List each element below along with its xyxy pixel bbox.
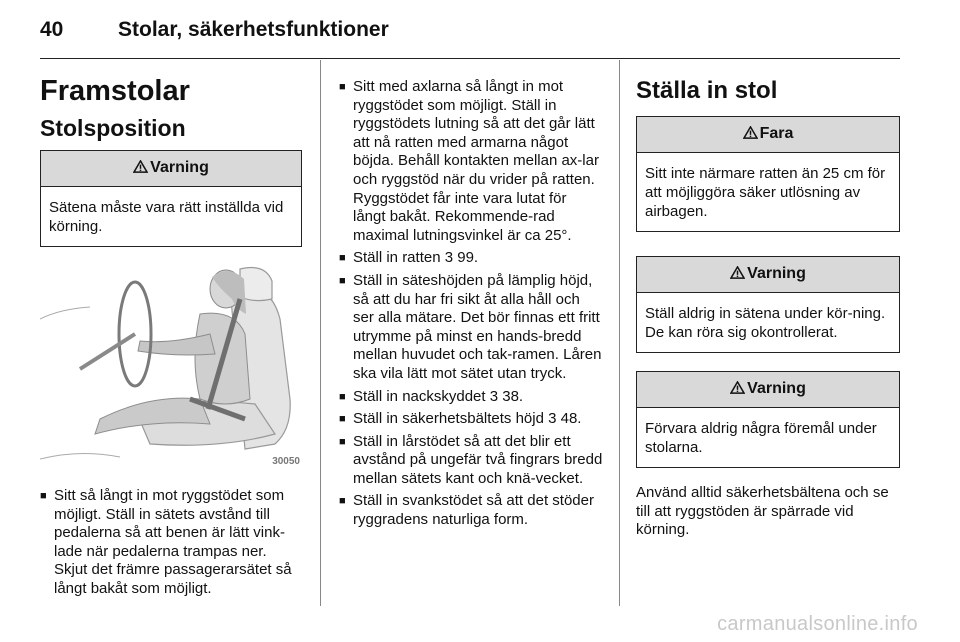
image-code: 30050	[272, 456, 300, 467]
list-item: ■ Ställ in nackskyddet 3 38.	[339, 388, 603, 407]
warning-box-header	[41, 151, 301, 187]
warning-triangle-icon	[730, 266, 745, 279]
seatbelt-paragraph: Använd alltid säkerhetsbältena och se till att ryggstöden är spärrade vid körning.	[636, 484, 889, 539]
list-item: ■ Ställ in lårstödet så att det blir ett avstånd på ungefär två fingrars bredd mellan sätets kant och knä-vecket.	[339, 433, 603, 489]
page-header	[40, 18, 389, 42]
list-item: ■ Sitt så långt in mot ryggstödet som möjligt. Ställ in sätets avstånd till pedalerna så att benen är lätt vink-lade när pedalerna trampas ner. Skjut det främre passagerarsätet så långt bakåt som möjligt.	[40, 487, 302, 599]
list-item: ■ Ställ in säteshöjden på lämplig höjd, så att du har fri sikt åt alla håll och ser alla mätare. Det bör finnas ett fritt utrymme på minst en hands-bredd mellan huvudet och tak-ramen. Låren ska vila lätt mot sätet utan tryck.	[339, 272, 603, 384]
list-item: ■ Ställ in säkerhetsbältets höjd 3 48.	[339, 410, 603, 429]
warning-text: Ställ aldrig in sätena under kör-ning. De kan röra sig okontrollerat.	[645, 305, 886, 341]
header-rule	[40, 58, 900, 59]
warning-triangle-icon	[743, 126, 758, 139]
warning-text: Förvara aldrig några föremål under stolarna.	[645, 420, 877, 456]
left-bullet-list	[40, 487, 302, 599]
left-column	[40, 64, 302, 603]
warning-text: Sätena måste vara rätt inställda vid körning.	[49, 199, 284, 235]
danger-title: Fara	[759, 125, 794, 142]
warning-title: Varning	[747, 265, 806, 282]
warning-box-header	[637, 257, 899, 293]
list-item: ■ Ställ in ratten 3 99.	[339, 249, 603, 268]
column-divider-right	[619, 60, 620, 606]
warning-triangle-icon	[133, 160, 148, 173]
warning-title: Varning	[150, 159, 209, 176]
warning-box	[636, 256, 900, 353]
seat-position-illustration	[40, 259, 302, 469]
right-heading: Ställa in stol	[636, 77, 778, 104]
warning-triangle-icon	[730, 381, 745, 394]
danger-box-header	[637, 117, 899, 153]
danger-text: Sitt inte närmare ratten än 25 cm för att möjliggöra säker utlösning av airbagen.	[645, 165, 886, 220]
subheading: Stolsposition	[40, 115, 186, 141]
column-divider-left	[320, 60, 321, 606]
warning-title: Varning	[747, 380, 806, 397]
section-title: Stolar, säkerhetsfunktioner	[118, 18, 389, 41]
warning-box-header	[637, 372, 899, 408]
middle-column	[339, 78, 603, 534]
list-item: ■ Ställ in svankstödet så att det stöder ryggradens naturliga form.	[339, 492, 603, 529]
warning-box	[40, 150, 302, 247]
page-number: 40	[40, 18, 64, 41]
driver-seat-drawing	[40, 259, 302, 469]
list-item: ■ Sitt med axlarna så långt in mot ryggstödet som möjligt. Ställ in ryggstödets lutning så att det går lätt att nå ratten med armarna något böjda. Behåll kontakten mellan ax-lar och ryggstöd när du vrider på ratten. Ryggstödet får inte vara lutat för långt bakåt. Rekommende-rad maximal lutningsvinkel är ca 25°.	[339, 78, 603, 245]
danger-box	[636, 116, 900, 232]
right-column	[636, 64, 900, 540]
middle-bullet-list	[339, 78, 603, 530]
warning-box	[636, 371, 900, 468]
page-heading: Framstolar	[40, 75, 190, 107]
watermark: carmanualsonline.info	[717, 613, 918, 635]
